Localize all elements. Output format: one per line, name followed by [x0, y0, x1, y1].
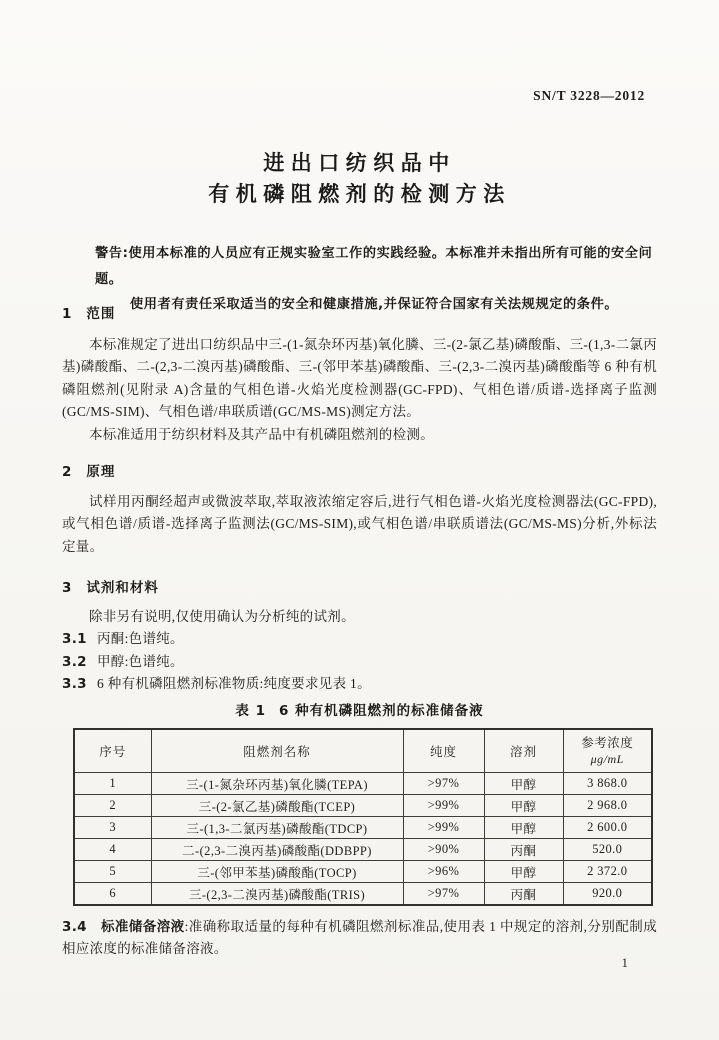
table-cell: 三-(邻甲苯基)磷酸酯(TOCP) — [151, 861, 403, 883]
section-3-heading — [62, 576, 657, 596]
clause-3-2-text: 甲醇:色谱纯。 — [97, 653, 184, 669]
table-cell: 1 — [74, 773, 151, 795]
table-row — [74, 773, 652, 795]
table-cell: 甲醇 — [484, 861, 563, 883]
table-cell: 520.0 — [563, 839, 652, 861]
table-cell: >99% — [403, 817, 484, 839]
table-cell: 丙酮 — [484, 839, 563, 861]
clause-3-3-number: 3.3 — [62, 676, 87, 693]
concentration-header-unit: μg/mL — [590, 752, 624, 766]
table-cell: 3 — [74, 817, 151, 839]
clause-3-4-term: 标准储备溶液 — [100, 919, 185, 935]
title-line-1: 进出口纺织品中 — [263, 151, 456, 175]
column-header-purity: 纯度 — [403, 729, 484, 773]
table-cell: >97% — [403, 883, 484, 906]
standard-number: SN/T 3228—2012 — [533, 88, 645, 103]
clause-3-3-text: 6 种有机磷阻燃剂标准物质:纯度要求见表 1。 — [97, 676, 371, 692]
table-cell: 5 — [74, 861, 151, 883]
clause-3-4 — [62, 916, 657, 961]
table-row — [74, 817, 652, 839]
table-cell: >97% — [403, 773, 484, 795]
column-header-name: 阻燃剂名称 — [151, 729, 403, 773]
document-title — [0, 148, 719, 210]
section-3-body — [62, 606, 657, 696]
section-3-number: 3 — [62, 580, 73, 596]
table-cell: 2 — [74, 795, 151, 817]
applicability-paragraph: 本标准适用于纺织材料及其产品中有机磷阻燃剂的检测。 — [89, 426, 434, 442]
column-header-solvent: 溶剂 — [484, 729, 563, 773]
clause-3-2-number: 3.2 — [62, 653, 87, 670]
table-cell: 三-(2-氯乙基)磷酸酯(TCEP) — [151, 795, 403, 817]
table-cell: 4 — [74, 839, 151, 861]
warning-line-1: 警告:使用本标准的人员应有正规实验室工作的实践经验。本标准并未指出所有可能的安全问题。 — [95, 246, 653, 287]
table-1-caption-text: 6 种有机磷阻燃剂的标准储备液 — [279, 703, 484, 719]
section-1-body — [62, 334, 657, 446]
table-cell: >99% — [403, 795, 484, 817]
table-cell: 甲醇 — [484, 795, 563, 817]
table-cell: 2 372.0 — [563, 861, 652, 883]
warning-line-2: 使用者有责任采取适当的安全和健康措施,并保证符合国家有关法规规定的条件。 — [130, 297, 619, 312]
section-1-number: 1 — [62, 306, 73, 322]
clause-3-3 — [62, 673, 657, 695]
table-row — [74, 795, 652, 817]
clause-3-4-text: :准确称取适量的每种有机磷阻燃剂标准品,使用表 1 中规定的溶剂,分别配制成相应浓度的标准储备溶液。 — [62, 919, 657, 957]
clause-3-1 — [62, 628, 657, 650]
table-cell: 6 — [74, 883, 151, 906]
principle-paragraph: 试样用丙酮经超声或微波萃取,萃取液浓缩定容后,进行气相色谱-火焰光度检测器法(GC-FPD),或气相色谱/质谱-选择离子监测法(GC/MS-SIM),或气相色谱/串联质谱法(GC/MS-MS)分析,外标法定量。 — [62, 494, 657, 554]
table-1-header — [74, 729, 652, 773]
table-1 — [73, 728, 653, 906]
table-1-caption-label: 表 1 — [235, 703, 266, 719]
table-1-caption — [62, 699, 657, 719]
section-1-heading — [62, 302, 657, 322]
section-2-number: 2 — [62, 464, 73, 480]
section-2-title: 原理 — [86, 464, 116, 480]
table-cell: 三-(2,3-二溴丙基)磷酸酯(TRIS) — [151, 883, 403, 906]
table-cell: >90% — [403, 839, 484, 861]
table-row — [74, 861, 652, 883]
section-3-title: 试剂和材料 — [86, 580, 159, 596]
reagents-intro: 除非另有说明,仅使用确认为分析纯的试剂。 — [89, 609, 355, 624]
table-row — [74, 839, 652, 861]
clause-3-1-number: 3.1 — [62, 631, 87, 648]
column-header-index: 序号 — [74, 729, 151, 773]
table-cell: 2 968.0 — [563, 795, 652, 817]
section-2-heading — [62, 460, 657, 480]
table-cell: 甲醇 — [484, 817, 563, 839]
table-row — [74, 883, 652, 906]
section-1-title: 范围 — [86, 306, 116, 322]
table1-body — [74, 773, 652, 906]
table-cell: 920.0 — [563, 883, 652, 906]
clause-3-4-number: 3.4 — [62, 919, 87, 935]
scope-paragraph: 本标准规定了进出口纺织品中三-(1-氮杂环丙基)氧化膦、三-(2-氯乙基)磷酸酯、三-(1,3-二氯丙基)磷酸酯、二-(2,3-二溴丙基)磷酸酯、三-(邻甲苯基)磷酸酯、三-(2,3-二溴丙基)磷酸酯等 6 种有机磷阻燃剂(见附录 A)含量的气相色谱-火焰光度检测器(GC-FPD)、气相色谱/质谱-选择离子监测(GC/MS-SIM)、气相色谱/串联质谱(GC/MS-MS)测定方法。 — [62, 337, 657, 420]
clause-3-1-text: 丙酮:色谱纯。 — [97, 631, 184, 647]
table-cell: 二-(2,3-二溴丙基)磷酸酯(DDBPP) — [151, 839, 403, 861]
clause-3-2 — [62, 651, 657, 673]
column-header-concentration — [563, 729, 652, 773]
title-line-2: 有机磷阻燃剂的检测方法 — [208, 182, 511, 206]
section-2-body — [62, 491, 657, 558]
page-number: 1 — [621, 955, 628, 970]
table-header-row — [74, 729, 652, 773]
concentration-header-label: 参考浓度 — [581, 735, 634, 750]
table-cell: 2 600.0 — [563, 817, 652, 839]
table-cell: 三-(1,3-二氯丙基)磷酸酯(TDCP) — [151, 817, 403, 839]
table-cell: 三-(1-氮杂环丙基)氧化膦(TEPA) — [151, 773, 403, 795]
table-cell: 丙酮 — [484, 883, 563, 906]
table-cell: 甲醇 — [484, 773, 563, 795]
table-cell: 3 868.0 — [563, 773, 652, 795]
table-cell: >96% — [403, 861, 484, 883]
